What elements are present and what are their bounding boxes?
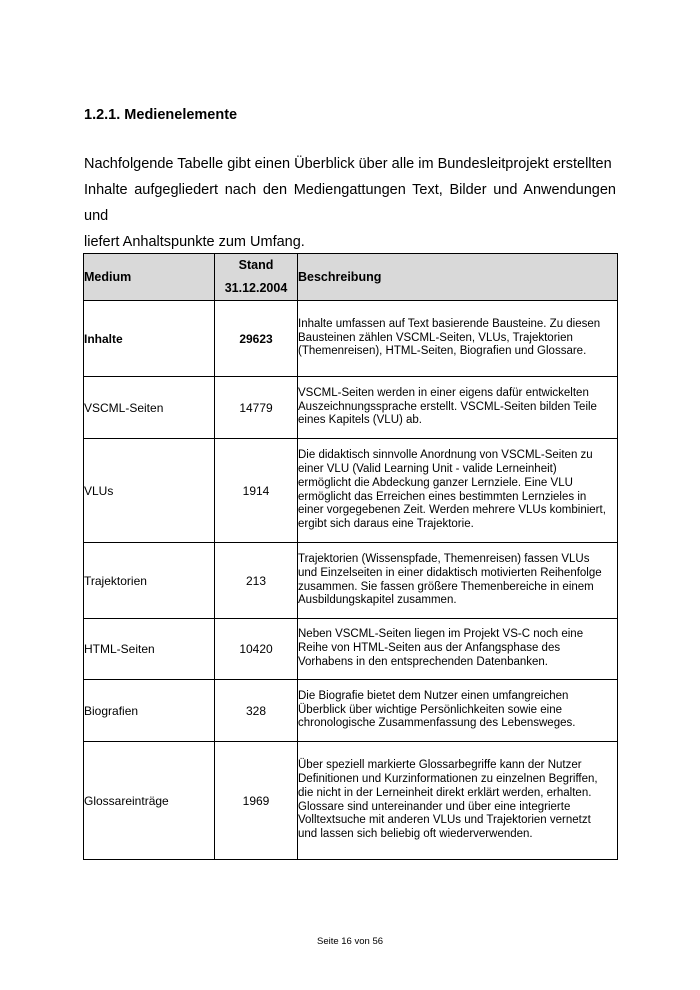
description-line: Volltextsuche mit anderen VLUs und Trajektorien vernetzt	[298, 814, 591, 827]
cell-beschreibung	[298, 742, 618, 860]
description-line: Die Biografie bietet dem Nutzer einen umfangreichen	[298, 689, 569, 702]
description-line: Reihe von HTML-Seiten aus der Anfangsphase des	[298, 642, 561, 655]
table-row	[84, 619, 618, 680]
description-line: einer VLU (Valid Learning Unit - valide Lerneinheit)	[298, 463, 557, 476]
header-stand-date: 31.12.2004	[224, 281, 288, 295]
media-table	[83, 253, 618, 860]
description-line: ergibt sich daraus eine Trajektorie.	[298, 517, 474, 530]
cell-stand: 213	[215, 543, 298, 619]
description-line: und lassen sich beliebig oft wiederverwenden.	[298, 827, 533, 840]
cell-beschreibung	[298, 377, 618, 439]
table-row	[84, 439, 618, 543]
description-line: Bausteinen zählen VSCML-Seiten, VLUs, Trajektorien	[298, 331, 573, 344]
description-line: Trajektorien (Wissenspfade, Themenreisen) fassen VLUs	[298, 553, 590, 566]
description-line: die nicht in der Lerneinheit direkt erklärt werden, erhalten.	[298, 786, 592, 799]
description-line: chronologische Zusammenfassung des Lebensweges.	[298, 717, 576, 730]
cell-stand: 14779	[215, 377, 298, 439]
description-line: Ausbildungskapitel zusammen.	[298, 594, 457, 607]
table-row	[84, 742, 618, 860]
description-line: und Einzelseiten in einer didaktisch motivierten Reihenfolge	[298, 566, 602, 579]
cell-medium: Glossareinträge	[84, 742, 215, 860]
cell-medium: VLUs	[84, 439, 215, 543]
page-number: Seite 16 von 56	[316, 936, 384, 947]
cell-stand: 1969	[215, 742, 298, 860]
cell-stand: 29623	[215, 301, 298, 377]
description-line: Neben VSCML-Seiten liegen im Projekt VS-C noch eine	[298, 628, 584, 641]
description-line: zusammen. Sie fassen größere Themenbereiche in einem	[298, 580, 594, 593]
cell-beschreibung	[298, 680, 618, 742]
description-line: Inhalte umfassen auf Text basierende Bausteine. Zu diesen	[298, 317, 601, 330]
intro-line: Nachfolgende Tabelle gibt einen Überblick über alle im Bundesleitprojekt erstellten	[84, 156, 612, 172]
description-line: Vorhabens in den entsprechenden Datenbanken.	[298, 655, 549, 668]
cell-stand: 1914	[215, 439, 298, 543]
cell-beschreibung	[298, 301, 618, 377]
intro-line: Inhalte aufgegliedert nach den Mediengattungen Text, Bilder und Anwendungen und	[84, 182, 616, 224]
cell-beschreibung	[298, 619, 618, 680]
cell-medium: Inhalte	[84, 301, 215, 377]
cell-stand: 10420	[215, 619, 298, 680]
cell-stand: 328	[215, 680, 298, 742]
intro-paragraph	[84, 151, 616, 255]
header-beschreibung: Beschreibung	[298, 254, 618, 301]
description-line: Definitionen und Kurzinformationen zu einzelnen Begriffen,	[298, 773, 598, 786]
description-line: ermöglicht das Erreichen eines bestimmten Lernzieles in	[298, 490, 587, 503]
description-line: eines Kapitels (VLU) ab.	[298, 414, 423, 427]
header-stand-line: Stand	[238, 258, 274, 272]
header-stand	[215, 254, 298, 301]
cell-medium: VSCML-Seiten	[84, 377, 215, 439]
description-line: (Themenreisen), HTML-Seiten, Biografien und Glossare.	[298, 345, 587, 358]
cell-medium: Biografien	[84, 680, 215, 742]
description-line: Die didaktisch sinnvolle Anordnung von VSCML-Seiten zu	[298, 449, 593, 462]
description-line: einer vorgegebenen Zeit. Werden mehrere VLUs kombiniert,	[298, 504, 606, 517]
header-medium: Medium	[84, 254, 215, 301]
section-heading: 1.2.1. Medienelemente	[84, 107, 238, 123]
table-row	[84, 377, 618, 439]
table-header-row	[84, 254, 618, 301]
description-line: Überblick über wichtige Persönlichkeiten sowie eine	[298, 703, 562, 716]
cell-medium: Trajektorien	[84, 543, 215, 619]
cell-beschreibung	[298, 543, 618, 619]
cell-beschreibung	[298, 439, 618, 543]
table-row	[84, 301, 618, 377]
description-line: VSCML-Seiten werden in einer eigens dafür entwickelten	[298, 386, 589, 399]
description-line: ermöglicht die Abdeckung ganzer Lernziele. Eine VLU	[298, 476, 573, 489]
intro-line: liefert Anhaltspunkte zum Umfang.	[84, 234, 305, 250]
table-row	[84, 680, 618, 742]
description-line: Auszeichnungssprache erstellt. VSCML-Seiten bilden Teile	[298, 400, 597, 413]
cell-medium: HTML-Seiten	[84, 619, 215, 680]
description-line: Glossare sind untereinander und über eine integrierte	[298, 800, 571, 813]
table-row	[84, 543, 618, 619]
description-line: Über speziell markierte Glossarbegriffe kann der Nutzer	[298, 759, 582, 772]
